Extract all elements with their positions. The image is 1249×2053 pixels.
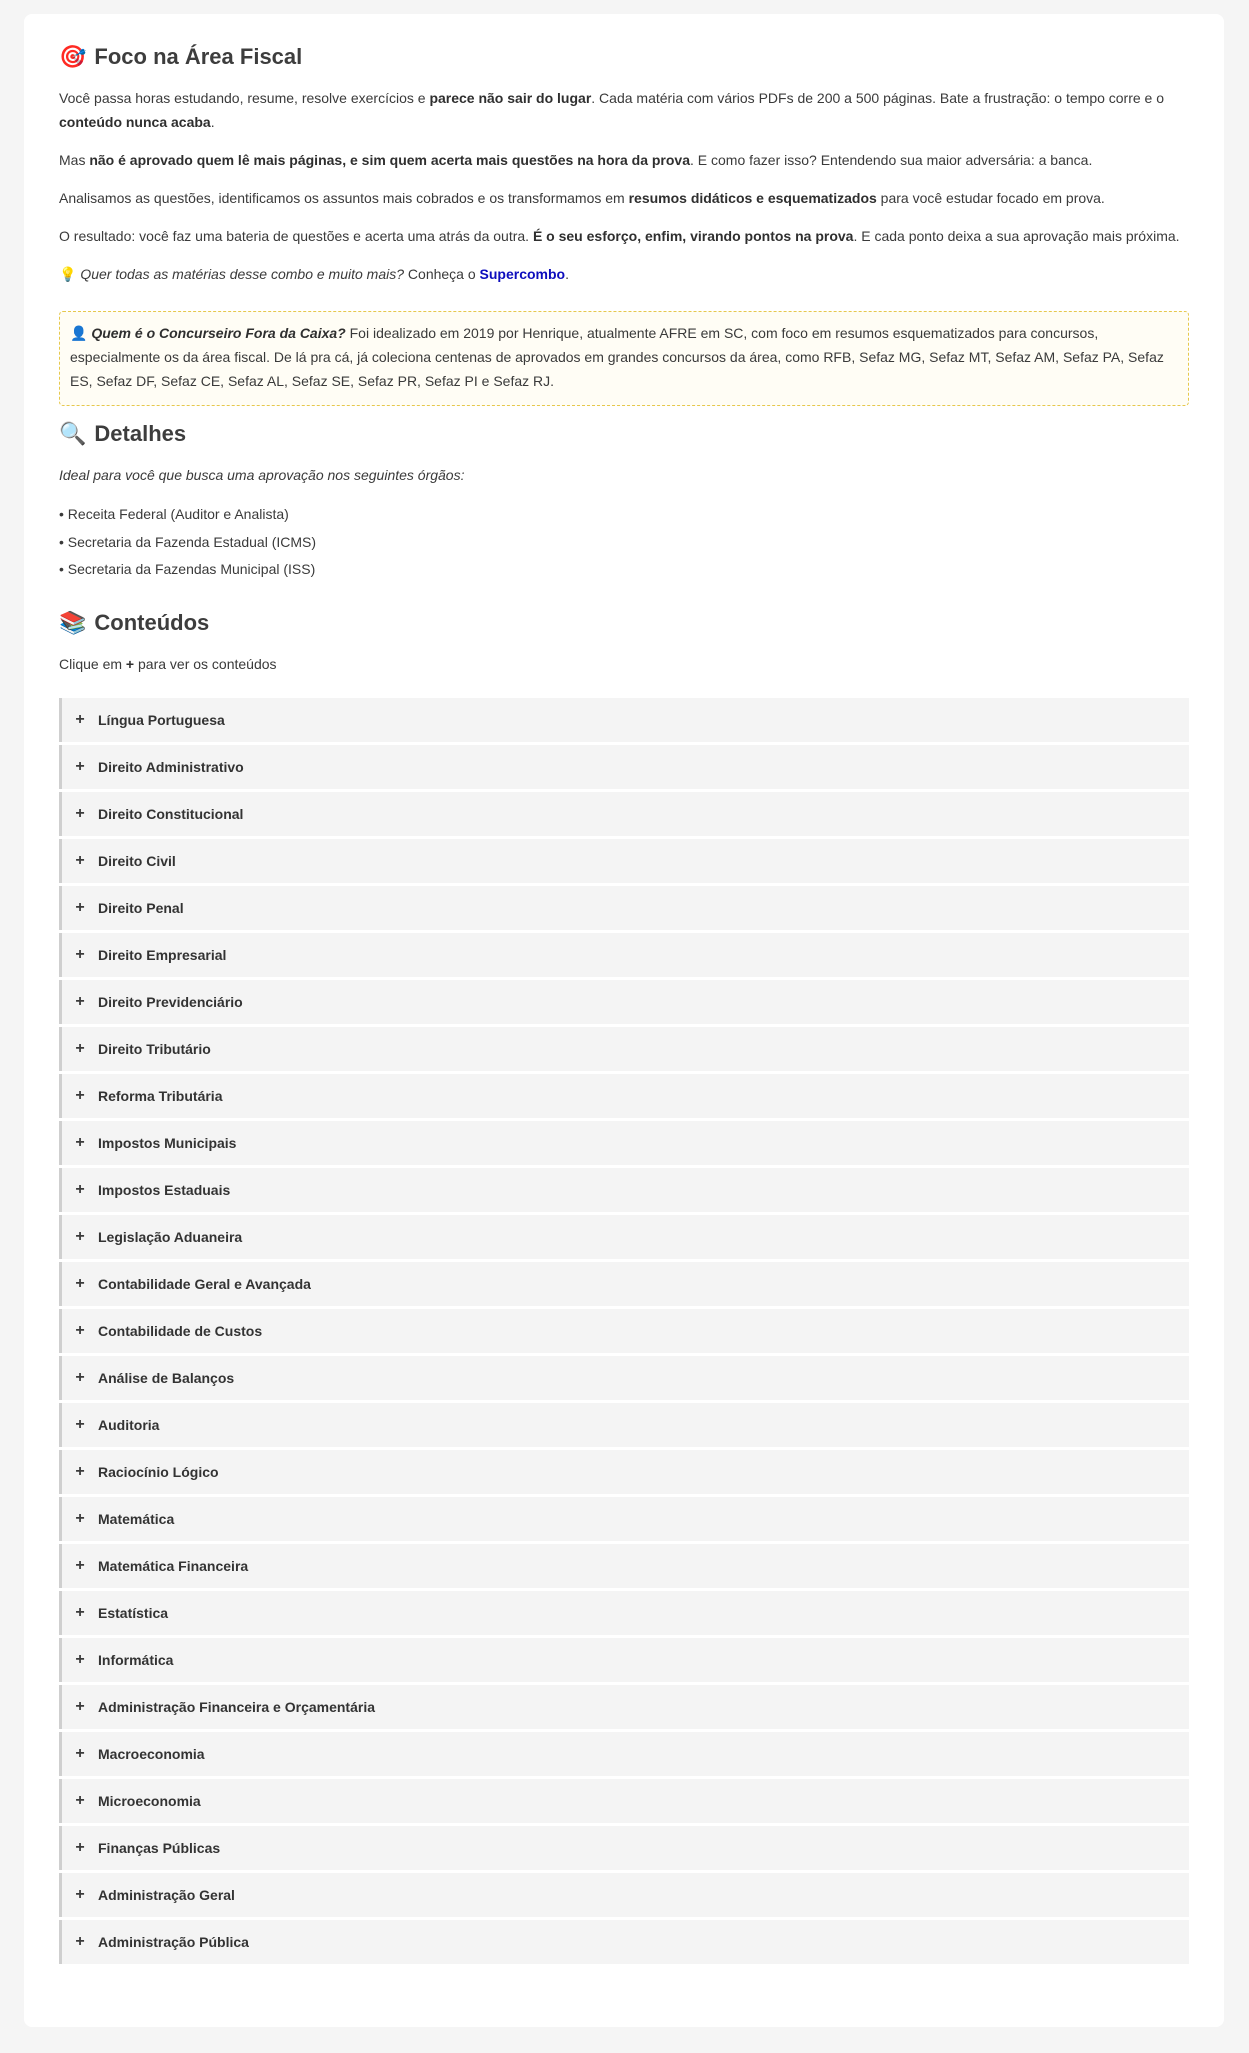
- plus-icon[interactable]: +: [75, 757, 85, 775]
- accordion-label: Estatística: [98, 1604, 169, 1621]
- contents-heading: [59, 608, 1189, 638]
- plus-icon[interactable]: +: [75, 945, 85, 963]
- magnifier-icon: 🔍: [59, 421, 87, 446]
- target-icon: 🎯: [59, 44, 87, 69]
- accordion-item[interactable]: [59, 1074, 1189, 1118]
- focus-title: Foco na Área Fiscal: [94, 44, 303, 69]
- plus-icon[interactable]: +: [75, 804, 85, 822]
- organ-item: • Secretaria da Fazendas Municipal (ISS): [59, 561, 316, 577]
- contents-hint: [59, 652, 1189, 676]
- accordion-item[interactable]: [59, 1215, 1189, 1259]
- details-title: Detalhes: [94, 421, 187, 446]
- details-intro: Ideal para você que busca uma aprovação nos seguintes órgãos:: [59, 467, 465, 483]
- focus-paragraph-4: [59, 224, 1189, 248]
- plus-icon[interactable]: +: [75, 1932, 85, 1950]
- text-span: . Cada matéria com vários PDFs de 200 a 500 páginas. Bate a frustração: o tempo corre e o: [591, 90, 1165, 106]
- plus-icon[interactable]: +: [75, 1791, 85, 1809]
- text-span: .: [565, 266, 569, 282]
- accordion-label: Direito Penal: [98, 899, 184, 916]
- accordion-item[interactable]: [59, 886, 1189, 930]
- plus-icon[interactable]: +: [75, 1321, 85, 1339]
- author-note: [59, 311, 1189, 406]
- accordion-label: Análise de Balanços: [98, 1369, 235, 1386]
- text-span: . E cada ponto deixa a sua aprovação mais próxima.: [853, 228, 1180, 244]
- text-span: . E como fazer isso? Entendendo sua maior adversária: a banca.: [690, 152, 1093, 168]
- plus-icon[interactable]: +: [75, 1885, 85, 1903]
- contents-title: Conteúdos: [94, 609, 210, 635]
- text-span: para você estudar focado em prova.: [876, 190, 1105, 206]
- accordion-item[interactable]: [59, 745, 1189, 789]
- plus-icon[interactable]: +: [75, 710, 85, 728]
- focus-paragraph-1: [59, 86, 1189, 134]
- accordion-item[interactable]: [59, 1356, 1189, 1400]
- plus-icon[interactable]: +: [75, 1697, 85, 1715]
- note-heading: Quem é o Concurseiro Fora da Caixa?: [91, 325, 346, 341]
- plus-icon[interactable]: +: [75, 1180, 85, 1198]
- italic-question: Quer todas as matérias desse combo e muito mais?: [80, 266, 405, 282]
- accordion-label: Administração Financeira e Orçamentária: [98, 1698, 375, 1715]
- accordion-label: Direito Administrativo: [98, 758, 244, 775]
- text-span: .: [210, 114, 215, 130]
- accordion-item[interactable]: [59, 1544, 1189, 1588]
- accordion-label: Auditoria: [98, 1416, 160, 1433]
- bold-text: É o seu esforço, enfim, virando pontos na prova: [532, 228, 854, 244]
- supercombo-link[interactable]: Supercombo: [479, 266, 566, 282]
- organ-item: • Receita Federal (Auditor e Analista): [59, 506, 289, 522]
- accordion-label: Direito Empresarial: [98, 946, 227, 963]
- text-span: Conheça o: [404, 266, 480, 282]
- plus-icon[interactable]: +: [75, 1039, 85, 1057]
- plus-icon[interactable]: +: [75, 1838, 85, 1856]
- accordion-label: Direito Civil: [98, 852, 176, 869]
- plus-icon[interactable]: +: [75, 992, 85, 1010]
- text-span: Clique em: [59, 655, 126, 672]
- accordion-label: Legislação Aduaneira: [98, 1228, 243, 1245]
- plus-icon[interactable]: +: [75, 851, 85, 869]
- accordion-item[interactable]: [59, 1450, 1189, 1494]
- accordion-label: Direito Previdenciário: [98, 993, 243, 1010]
- accordion-label: Informática: [98, 1651, 174, 1668]
- focus-paragraph-3: [59, 186, 1189, 210]
- plus-icon[interactable]: +: [75, 898, 85, 916]
- accordion-item[interactable]: [59, 1591, 1189, 1635]
- accordion-label: Administração Geral: [98, 1886, 235, 1903]
- organs-list: [59, 501, 1189, 584]
- text-span: Analisamos as questões, identificamos os assuntos mais cobrados e os transformamos em: [59, 190, 629, 206]
- accordion-item[interactable]: [59, 839, 1189, 883]
- plus-icon[interactable]: +: [75, 1509, 85, 1527]
- plus-symbol: +: [125, 655, 135, 672]
- contents-accordion: [59, 698, 1189, 1964]
- plus-icon[interactable]: +: [75, 1227, 85, 1245]
- accordion-label: Microeconomia: [98, 1792, 201, 1809]
- plus-icon[interactable]: +: [75, 1744, 85, 1762]
- accordion-label: Contabilidade Geral e Avançada: [98, 1275, 311, 1292]
- accordion-item[interactable]: [59, 1732, 1189, 1776]
- text-span: para ver os conteúdos: [134, 655, 277, 672]
- accordion-label: Reforma Tributária: [98, 1087, 223, 1104]
- details-heading: [59, 419, 1189, 449]
- plus-icon[interactable]: +: [75, 1556, 85, 1574]
- accordion-label: Finanças Públicas: [98, 1839, 221, 1856]
- accordion-item[interactable]: [59, 1262, 1189, 1306]
- plus-icon[interactable]: +: [75, 1274, 85, 1292]
- plus-icon[interactable]: +: [75, 1133, 85, 1151]
- content-card: [24, 14, 1224, 2027]
- accordion-label: Matemática Financeira: [98, 1557, 249, 1574]
- accordion-item[interactable]: [59, 1168, 1189, 1212]
- note-text: Foi idealizado em 2019 por Henrique, atualmente AFRE em SC, com foco em resumos esquematizados para concursos, especialmente os da área fiscal. De lá pra cá, já coleciona centenas de aprovados em grandes concursos da área, como RFB, Sefaz MG, Sefaz MT, Sefaz AM, Sefaz PA, Sefaz ES, Sefaz DF, Sefaz CE, Sefaz AL, Sefaz SE, Sefaz PR, Sefaz PI e Sefaz RJ.: [70, 325, 1164, 389]
- accordion-label: Contabilidade de Custos: [98, 1322, 263, 1339]
- bold-text: parece não sair do lugar: [429, 90, 592, 106]
- text-span: O resultado: você faz uma bateria de questões e acerta uma atrás da outra.: [59, 228, 533, 244]
- accordion-label: Macroeconomia: [98, 1745, 205, 1762]
- focus-paragraph-2: [59, 148, 1189, 172]
- accordion-item[interactable]: [59, 1309, 1189, 1353]
- accordion-label: Impostos Municipais: [98, 1134, 237, 1151]
- text-span: Você passa horas estudando, resume, resolve exercícios e: [59, 90, 430, 106]
- accordion-label: Raciocínio Lógico: [98, 1463, 219, 1480]
- accordion-item[interactable]: [59, 792, 1189, 836]
- plus-icon[interactable]: +: [75, 1650, 85, 1668]
- accordion-item[interactable]: [59, 1027, 1189, 1071]
- accordion-item[interactable]: [59, 1403, 1189, 1447]
- accordion-item[interactable]: [59, 698, 1189, 742]
- accordion-label: Impostos Estaduais: [98, 1181, 231, 1198]
- accordion-item[interactable]: [59, 1873, 1189, 1917]
- accordion-label: Direito Constitucional: [98, 805, 244, 822]
- bold-text: conteúdo nunca acaba: [59, 114, 211, 130]
- accordion-item[interactable]: [59, 1121, 1189, 1165]
- lightbulb-icon: 💡: [59, 266, 77, 282]
- books-icon: 📚: [59, 609, 87, 635]
- bold-text: resumos didáticos e esquematizados: [628, 190, 877, 206]
- accordion-item[interactable]: [59, 1779, 1189, 1823]
- plus-icon[interactable]: +: [75, 1415, 85, 1433]
- bold-text: não é aprovado quem lê mais páginas, e sim quem acerta mais questões na hora da prova: [89, 152, 690, 168]
- accordion-item[interactable]: [59, 1497, 1189, 1541]
- text-span: Mas: [59, 152, 90, 168]
- accordion-label: Língua Portuguesa: [98, 711, 225, 728]
- person-icon: 👤: [70, 325, 88, 341]
- plus-icon[interactable]: +: [75, 1368, 85, 1386]
- organ-item: • Secretaria da Fazenda Estadual (ICMS): [59, 533, 317, 550]
- plus-icon[interactable]: +: [75, 1462, 85, 1480]
- accordion-item[interactable]: [59, 1638, 1189, 1682]
- accordion-item[interactable]: [59, 1685, 1189, 1729]
- accordion-label: Administração Pública: [98, 1933, 249, 1950]
- accordion-item[interactable]: [59, 1826, 1189, 1870]
- accordion-label: Matemática: [98, 1510, 175, 1527]
- accordion-item[interactable]: [59, 980, 1189, 1024]
- accordion-label: Direito Tributário: [98, 1040, 211, 1057]
- supercombo-paragraph: [59, 262, 1189, 286]
- plus-icon[interactable]: +: [75, 1603, 85, 1621]
- plus-icon[interactable]: +: [75, 1086, 85, 1104]
- focus-heading: [59, 42, 1189, 72]
- accordion-item[interactable]: [59, 1920, 1189, 1964]
- accordion-item[interactable]: [59, 933, 1189, 977]
